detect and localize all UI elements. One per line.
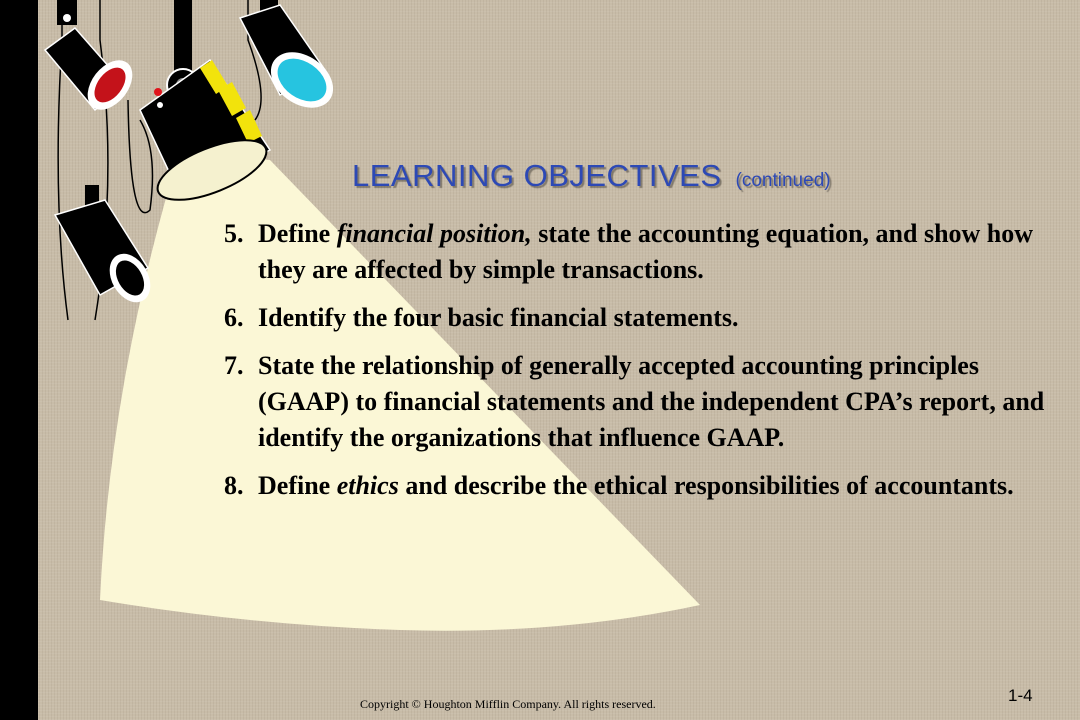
objective-item [224, 300, 1064, 336]
objective-text [258, 351, 1044, 452]
objective-text-part: state the accounting equation, and show how they are affected by simple transactions. [258, 219, 1034, 284]
objective-text [258, 471, 1014, 500]
objective-text [258, 303, 739, 332]
spotlight-icon [55, 185, 159, 310]
objective-number: 7. [224, 351, 244, 380]
objective-emphasis: ethics [336, 471, 399, 500]
objective-number: 5. [224, 219, 244, 248]
objective-number: 6. [224, 303, 244, 332]
objective-item [224, 216, 1064, 288]
page-number: 1-4 [1008, 686, 1033, 705]
objective-item [224, 468, 1064, 504]
objective-text-part: Define [258, 219, 337, 248]
objective-text-part: State the relationship of generally accepted accounting principles (GAAP) to financial statements and the independent CPA’s report, and identify the organizations that influence GAAP. [258, 351, 1045, 452]
slide-title [352, 158, 831, 194]
objective-number: 8. [224, 471, 244, 500]
objective-text-part: and describe the ethical responsibilities of accountants. [398, 471, 1014, 500]
objective-text [258, 219, 1033, 284]
objective-item [224, 348, 1064, 456]
title-continued: (continued) [735, 170, 831, 191]
objective-text-part: Define [258, 471, 337, 500]
learning-objectives-list [224, 216, 1064, 516]
objective-text-part: Identify the four basic financial statements. [258, 303, 739, 332]
title-main: LEARNING OBJECTIVES [352, 158, 722, 193]
copyright-notice: Copyright © Houghton Mifflin Company. All rights reserved. [360, 697, 656, 711]
spotlight-icon [240, 0, 344, 119]
objective-emphasis: financial position, [336, 219, 532, 248]
